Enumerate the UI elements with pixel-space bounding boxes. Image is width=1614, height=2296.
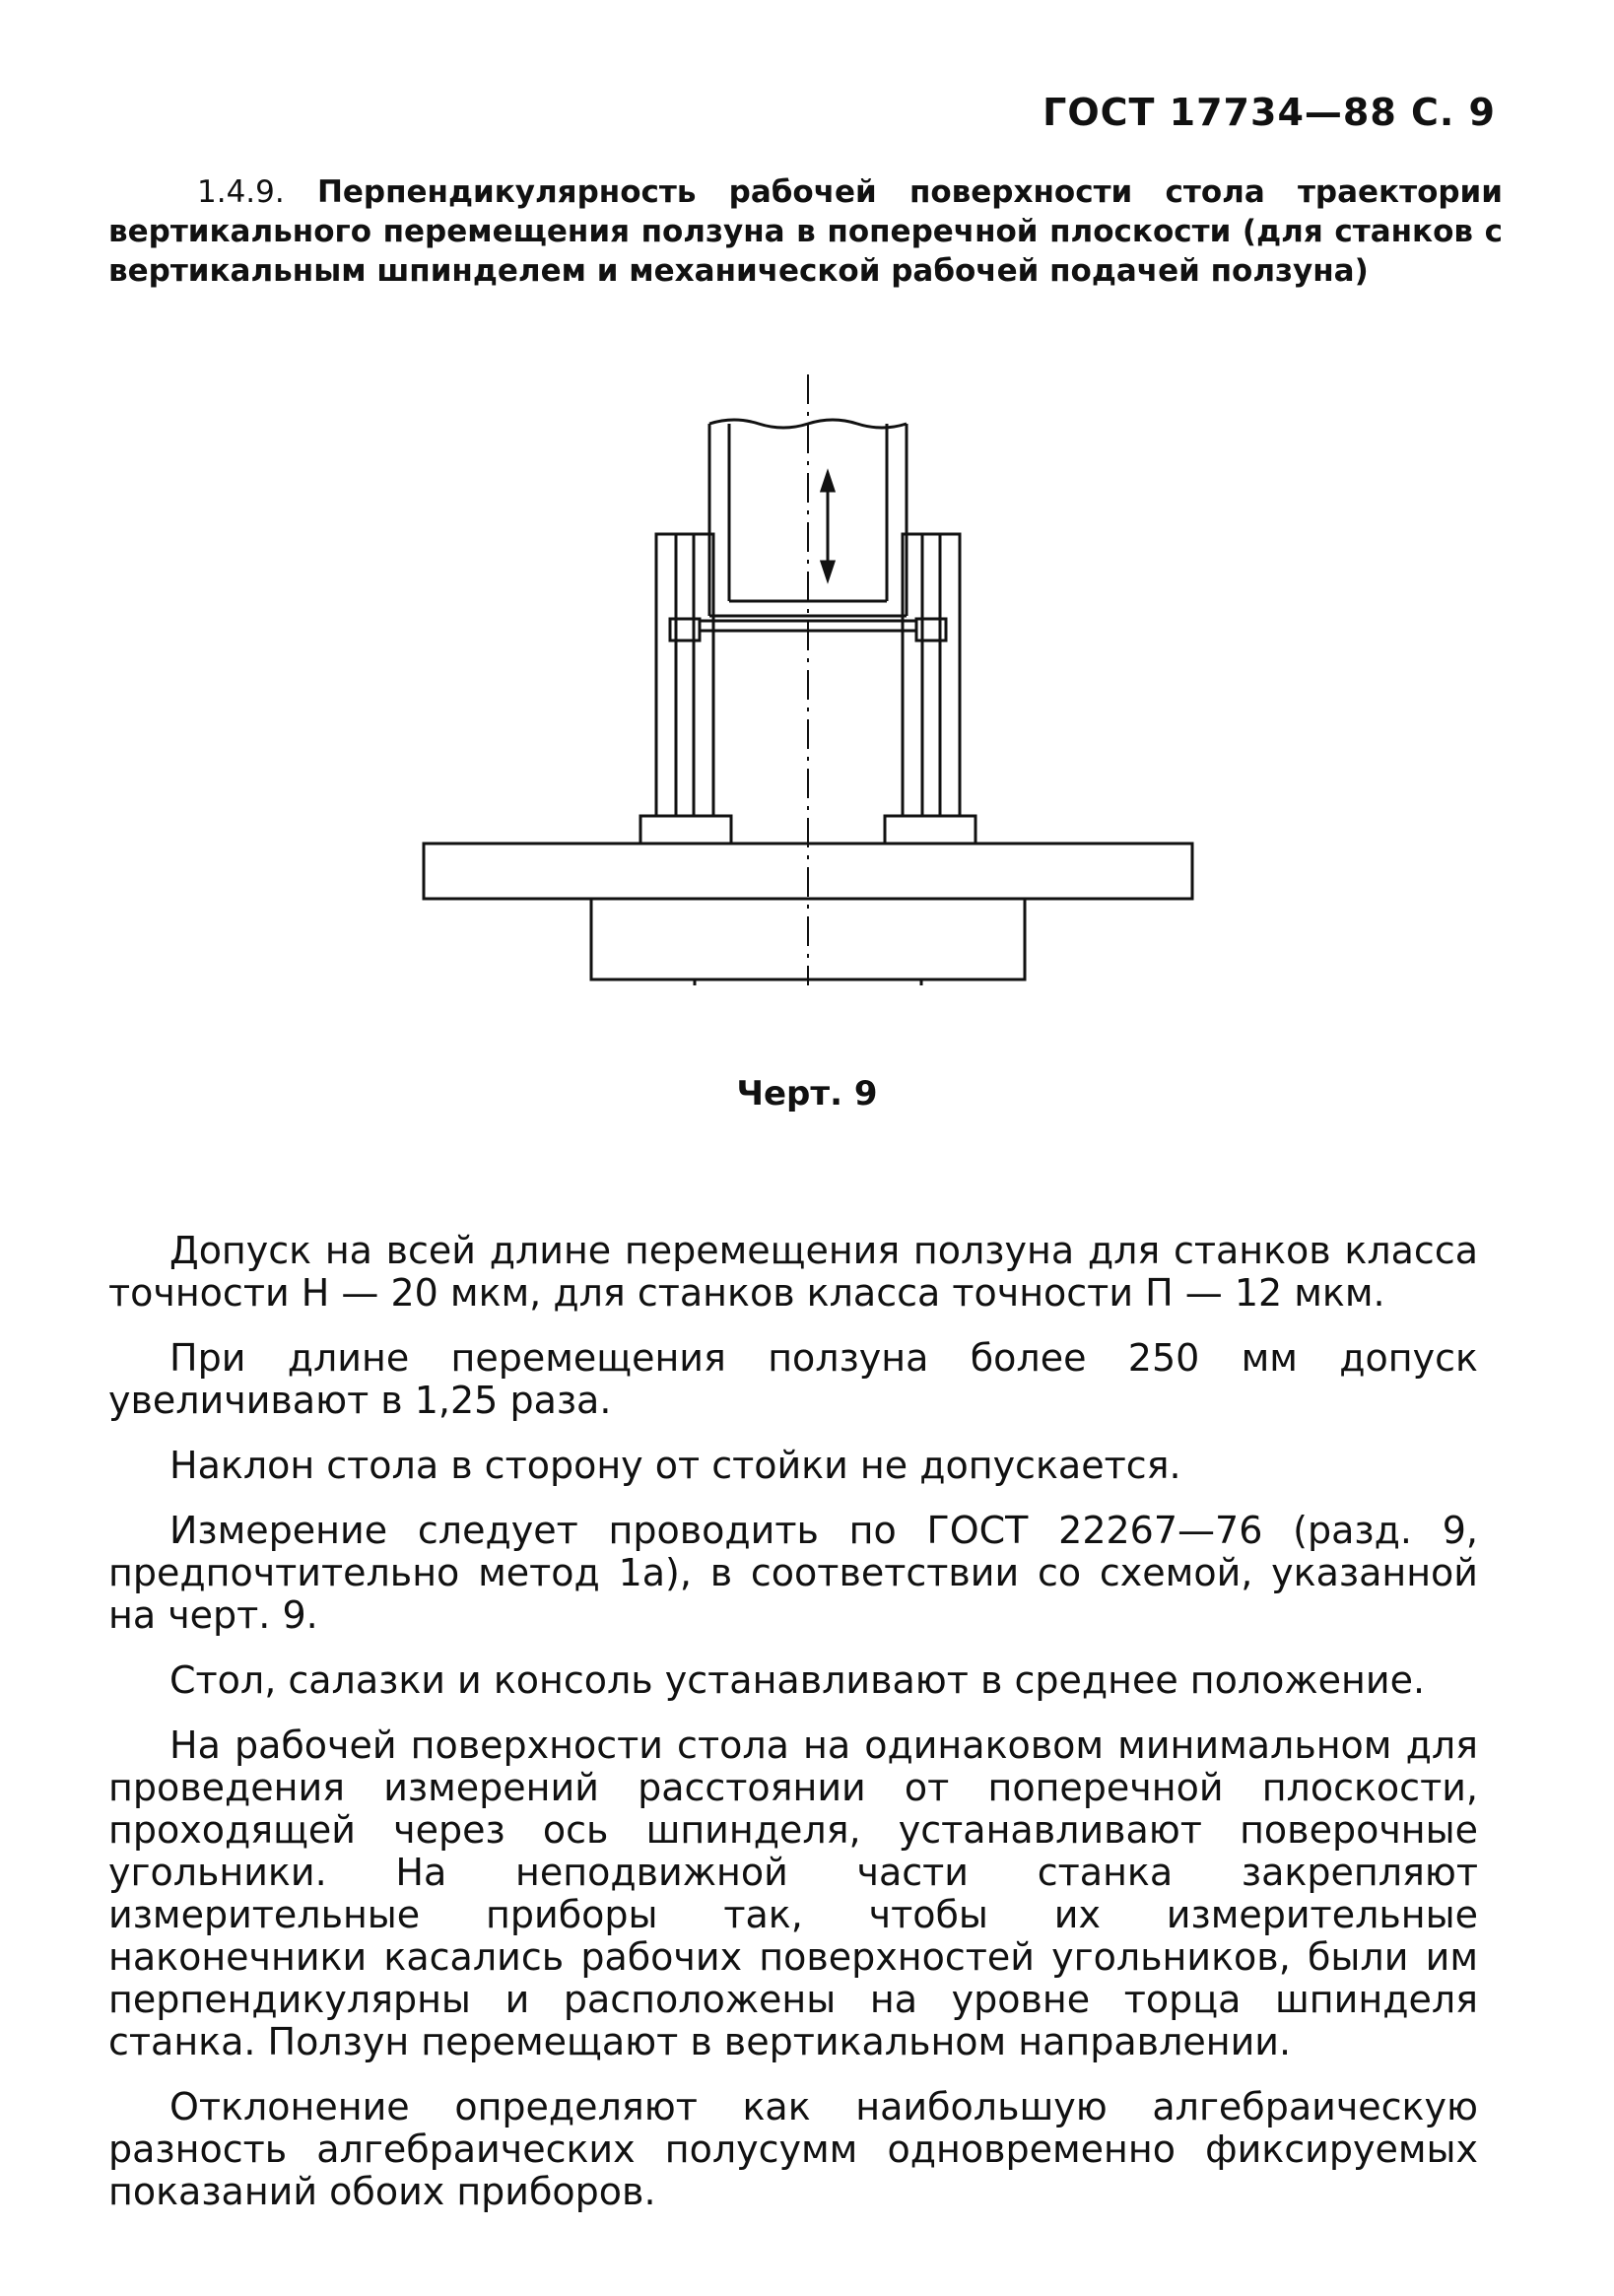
body-text <box>108 1230 1478 2236</box>
paragraph: Измерение следует проводить по ГОСТ 22267—76 (разд. 9, предпочтительно метод 1а), в соответствии со схемой, указанной на черт. 9. <box>108 1509 1478 1637</box>
technical-drawing <box>394 374 1222 985</box>
right-square-base <box>885 816 975 844</box>
paragraph: Стол, салазки и консоль устанавливают в среднее положение. <box>169 1658 1426 1702</box>
section-number: 1.4.9. <box>197 174 285 210</box>
paragraph: Отклонение определяют как наибольшую алгебраическую разность алгебраических полусумм одновременно фиксируемых показаний обоих приборов. <box>108 2085 1478 2213</box>
figure-drawing <box>394 374 1222 985</box>
left-indicator-column <box>656 534 713 816</box>
section-heading <box>108 172 1503 291</box>
section-title-text: Перпендикулярность рабочей поверхности стола траектории вертикального перемещения ползуна в поперечной плоскости (для станков с вертикальным шпинделем и механической рабочей подачей ползуна) <box>108 174 1503 289</box>
right-indicator-column <box>903 534 960 816</box>
paragraph: Наклон стола в сторону от стойки не допускается. <box>169 1444 1181 1487</box>
left-square-base <box>640 816 731 844</box>
figure-caption: Черт. 9 <box>736 1074 878 1114</box>
paragraph: При длине перемещения ползуна более 250 мм допуск увеличивают в 1,25 раза. <box>108 1336 1478 1422</box>
movement-arrow <box>822 473 834 579</box>
paragraph: На рабочей поверхности стола на одинаковом минимальном для проведения измерений расстоянии от поперечной плоскости, проходящей через ось шпинделя, устанавливают поверочные угольники. На неподвижной части станка закрепляют измерительные приборы так, чтобы их измерительные наконечники касались рабочих поверхностей угольников, были им перпендикулярны и расположены на уровне торца шпинделя станка. Ползун перемещают в вертикальном направлении. <box>108 1723 1478 2063</box>
paragraph: Допуск на всей длине перемещения ползуна для станков класса точности Н — 20 мкм, для станков класса точности П — 12 мкм. <box>108 1229 1478 1315</box>
page-header: ГОСТ 17734—88 С. 9 <box>1042 91 1496 134</box>
